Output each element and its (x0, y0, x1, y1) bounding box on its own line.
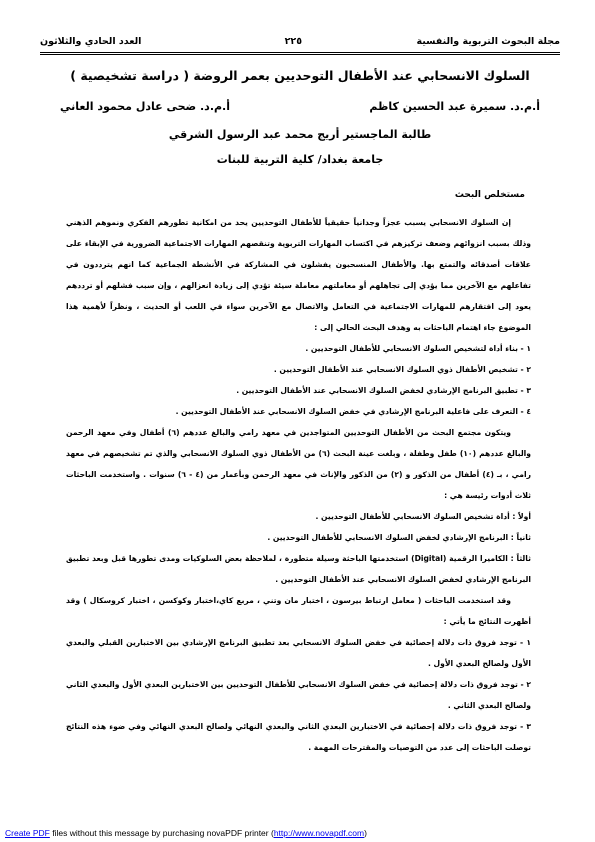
tool-item: أولاً : أداة تشخيص السلوك الانسحابي للأطفال التوحديين . (315, 512, 531, 521)
abstract-heading: مستخلص البحث (454, 190, 525, 200)
header-rule-second (40, 54, 560, 55)
result-item: ٣ - توجد فروق ذات دلالة إحصائية في الاختبارين البعدي الثاني والبعدي النهائي ولصالح البعدي النهائي وفي ضوء هذه النتائج توصلت الباحثات إلى عدد من التوصيات والمقترحات المهمة . (66, 722, 531, 752)
authors-line (60, 100, 540, 116)
tool-item: ثانياً : البرنامج الإرشادي لخفض السلوك الانسحابي للأطفال التوحديين . (267, 533, 531, 542)
abstract-paragraph: وقد استخدمت الباحثات ( معامل ارتباط بيرسون ، اختبار مان وتني ، مربع كاي،اختبار وكوكسن ، اختبار كروسكال ) وقد أظهرت النتائج ما يأتي : (66, 596, 531, 626)
novapdf-link[interactable]: http://www.novapdf.com (273, 828, 365, 838)
result-item: ٢ - توجد فروق ذات دلالة إحصائية في خفض السلوك الانسحابي للأطفال التوحديين بين الاختبارين البعدي الأول والبعدي الثاني ولصالح البعدي الثاني . (66, 680, 531, 710)
page-number: ٢٢٥ (284, 36, 302, 47)
author-second: أ.م.د. ضحى عادل محمود العاني (60, 100, 231, 113)
pdf-footer (5, 828, 367, 838)
objective-item: ٤ - التعرف على فاعلية البرنامج الإرشادي في خفض السلوك الانسحابي عند الأطفال التوحديين . (175, 407, 531, 416)
create-pdf-link[interactable]: Create PDF (5, 828, 50, 838)
abstract-body (66, 212, 531, 758)
running-header (40, 36, 560, 50)
affiliation: جامعة بغداد/ كلية التربية للبنات (216, 153, 384, 166)
abstract-paragraph: إن السلوك الانسحابي يسبب عجزاً وجدانياً حقيقياً للأطفال التوحديين يحد من امكانية تطورهم الفكري ونموهم الذهني وذلك بسبب انزوائهم وضعف تركيزهم في اكتساب المهارات التربوية وتنقصهم المهارات الاجتماعية الضرورية في الإبقاء على علاقات أصدقائه والتمتع بها. والأطفال المنسحبون يفشلون في المشاركة في الأنشطة الجماعية كما انهم يترددون في تفاعلهم مع الآخرين مما يؤدي إلى تجاهلهم أو معاملتهم معاملة سيئة تؤدي إلى زيادة انعزالهم ، وإن سبب فشلهم أو ترددهم يعود إلى افتقارهم للمهارات الاجتماعية في التعامل والاتصال مع الآخرين سواء في اللعب أو الحديث ، ونظراً لأهمية هذا الموضوع جاء اهتمام الباحثات به وهدف البحث الحالي إلى : (66, 218, 531, 332)
footer-text: files without this message by purchasing novaPDF printer ( (49, 828, 274, 838)
footer-text-end: ) (364, 828, 367, 838)
result-item: ١ - توجد فروق ذات دلالة إحصائية في خفض السلوك الانسحابي بعد تطبيق البرنامج الإرشادي بين الاختبارين القبلي والبعدي الأول ولصالح البعدي الأول . (66, 638, 531, 668)
objective-item: ٢ - تشخيص الأطفال ذوي السلوك الانسحابي عند الأطفال التوحديين . (273, 365, 531, 374)
issue-number: العدد الحادي والثلاثون (40, 36, 142, 47)
abstract-paragraph: ويتكون مجتمع البحث من الأطفال التوحديين المتواجدين في معهد رامي والبالغ عددهم (٦) أطفال وفي معهد الرحمن والبالغ عددهم (١٠) طفل وطفلة ، وبلغت عينة البحث (٦) من الأطفال ذوي السلوك الانسحابي والذي تم تشخيصهم في معهد رامي ، بـ (٤) أطفال من الذكور و (٢) من الذكور والإناث في معهد الرحمن وبأعمار من (٤ - ٦) سنوات . واستخدمت الباحثات ثلاث أدوات رئيسة هي : (66, 428, 531, 500)
objective-item: ١ - بناء أداة لتشخيص السلوك الانسحابي للأطفال التوحديين . (305, 344, 531, 353)
journal-name: مجلة البحوث التربوية والنفسية (416, 36, 560, 47)
paper-title: السلوك الانسحابي عند الأطفال التوحديين بعمر الروضة ( دراسة تشخيصية ) (70, 68, 530, 83)
header-rule (40, 52, 560, 53)
tool-item: ثالثاً : الكاميرا الرقمية (Digital) استخدمتها الباحثة وسيلة متطورة ، لملاحظة بعض السلوكيات ومدى تطورها قبل وبعد تطبيق البرنامج الإرشادي لخفض السلوك الانسحابي عند الأطفال التوحديين . (66, 554, 531, 584)
student-author: طالبة الماجستير أريج محمد عبد الرسول الشرقي (168, 128, 432, 141)
author-first: أ.م.د. سميرة عبد الحسين كاظم (369, 100, 540, 113)
objective-item: ٣ - تطبيق البرنامج الإرشادي لخفض السلوك الانسحابي عند الأطفال التوحديين . (236, 386, 531, 395)
